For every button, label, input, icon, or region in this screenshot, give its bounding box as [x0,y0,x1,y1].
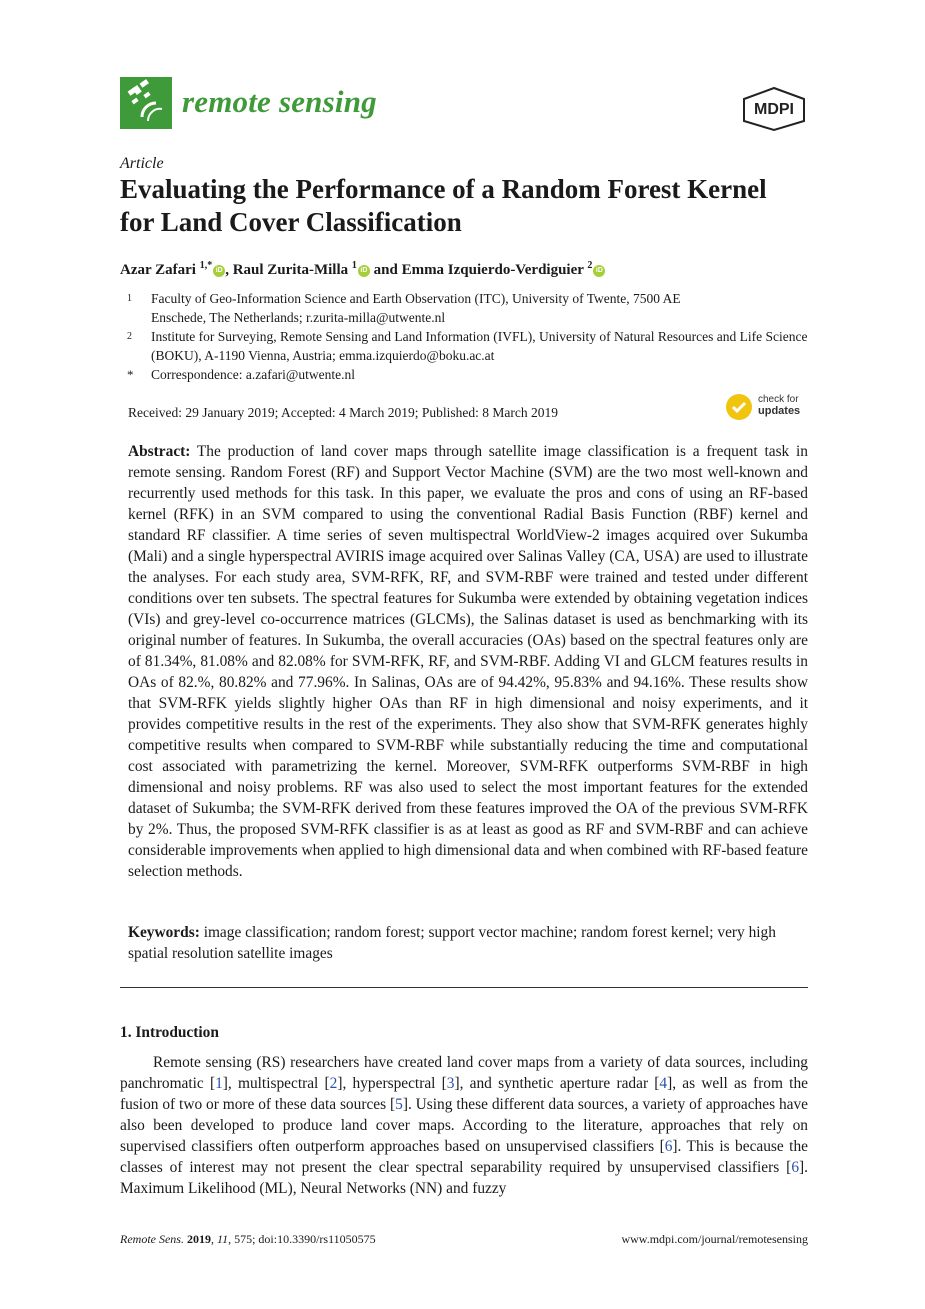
correspondence [127,365,817,384]
author-affiliation-mark: 2 [587,260,593,271]
check-for-label: check for [758,394,799,405]
abstract-text: The production of land cover maps through satellite image classification is a frequent task in remote sensing. Random Forest (RF) and Support Vector Machine (SVM) are the two most well-known and recurrently used methods for this task. In this paper, we evaluate the pros and cons of using an RF-based kernel (RFK) in an SVM compared to using the conventional Radial Basis Function (RBF) kernel and standard RF classifier. A time series of seven multispectral WorldView-2 images acquired over Sukumba (Mali) and a single hyperspectral AVIRIS image acquired over Salinas Valley (CA, USA) are used to illustrate the analyses. For each study area, SVM-RFK, RF, and SVM-RBF were trained and tested under different conditions over ten subsets. The spectral features for Sukumba were extended by obtaining vegetation indices (VIs) and grey-level co-occurrence matrices (GLCMs), the Salinas dataset is used as benchmarking with its original number of features. In Sukumba, the overall accuracies (OAs) based on the spectral features only are of 81.34%, 81.08% and 82.08% for SVM-RFK, RF, and SVM-RBF. Adding VI and GLCM features results in OAs of 82.%, 80.82% and 77.96%. In Salinas, OAs are of 94.42%, 95.83% and 94.16%. These results show that SVM-RFK yields slightly higher OAs than RF in high dimensional and noisy experiments, and it provides competitive results in the rest of the experiments. They also show that SVM-RFK generates highly competitive results when compared to SVM-RBF while substantially reducing the time and computational cost associated with parametrizing the kernel. Moreover, SVM-RFK outperforms SVM-RBF in high dimensional and noisy problems. RF was also used to select the most important features for the extended dataset of Sukumba; the SVM-RFK derived from these features improved the OA of the previous SVM-RFK by 2%. Thus, the proposed SVM-RFK classifier is as at least as good as RF and SVM-RBF and can achieve considerable improvements when applied to high dimensional data and when combined with RF-based feature selection methods. [128,443,808,880]
author-name: Azar Zafari [120,262,196,278]
author-affiliation-mark: 1,* [199,260,213,271]
check-for-updates-button[interactable] [726,393,808,423]
check-icon [726,394,752,420]
citation-link[interactable]: 6 [791,1159,800,1176]
paragraph-text: ]. This is because the classes of interest may not present the clear spectral separability required by unsupervised classifiers [ [120,1138,808,1176]
citation-link[interactable]: 5 [395,1096,403,1113]
keywords-label: Keywords: [128,924,200,941]
footer-doi: , 575; doi:10.3390/rs11050575 [228,1232,376,1246]
journal-name: remote sensing [182,84,377,119]
paragraph-text: Remote sensing (RS) researchers have created land cover maps from a variety of data sources, including panchromatic [ [120,1054,808,1092]
intro-paragraph [120,1052,808,1199]
affiliation [127,327,817,365]
paragraph-text: ]. Using these different data sources, a variety of approaches have also been developed to produce land cover maps. According to the literature, approaches that rely on supervised classifiers often outperform approaches based on unsupervised classifiers [ [120,1096,808,1155]
citation-link[interactable]: 1 [215,1075,223,1092]
author-name: Raul Zurita-Milla [232,262,349,278]
footer-volume: 11 [216,1232,229,1246]
affiliation-number: 1 [127,293,132,304]
author-list [120,260,605,279]
author-separator: and [369,262,402,278]
paragraph-text: ], hyperspectral [ [337,1075,447,1092]
article-type: Article [120,155,164,172]
publication-dates: Received: 29 January 2019; Accepted: 4 March 2019; Published: 8 March 2019 [128,405,559,420]
footer-url[interactable]: www.mdpi.com/journal/remotesensing [621,1232,808,1246]
affiliation-number: 2 [127,331,132,342]
orcid-icon[interactable]: iD [358,265,370,277]
keywords-text: image classification; random forest; support vector machine; random forest kernel; very high spatial resolution satellite images [128,924,776,962]
citation-link[interactable]: 3 [446,1075,455,1092]
paragraph-text: ], multispectral [ [222,1075,330,1092]
affiliation-text: Faculty of Geo-Information Science and Earth Observation (ITC), University of Twente, 7500 AE Enschede, The Netherlands; r.zurita-milla@utwente.nl [151,291,681,325]
mdpi-logo [741,86,807,132]
citation-link[interactable]: 4 [659,1075,668,1092]
paragraph-text: ]. Maximum Likelihood (ML), Neural Networks (NN) and fuzzy [120,1159,808,1197]
satellite-icon [120,77,172,129]
abstract [128,441,808,882]
footer-year: 2019 [186,1232,211,1246]
affiliation-number: * [127,367,134,382]
footer-journal: Remote Sens. [120,1232,184,1246]
affiliation [127,289,817,327]
footer-citation: Remote Sens. 2019, 11, 575; doi:10.3390/rs11050575 [120,1232,376,1246]
paragraph-text: ], and synthetic aperture radar [ [454,1075,660,1092]
author-separator: , [225,262,233,278]
correspondence-text: Correspondence: a.zafari@utwente.nl [151,367,355,382]
affiliation-text: Institute for Surveying, Remote Sensing and Land Information (IVFL), University of Natural Resources and Life Science (BOKU), A-1190 Vienna, Austria; emma.izquierdo@boku.ac.at [151,329,808,363]
citation-link[interactable]: 2 [329,1075,338,1092]
mdpi-logo-text: MDPI [754,101,794,118]
page-title: Evaluating the Performance of a Random Forest Kernel for Land Cover Classification [120,174,767,237]
paragraph-text: ], as well as from the fusion of two or more of these data sources [ [120,1075,808,1113]
orcid-icon[interactable]: iD [213,265,225,277]
abstract-label: Abstract: [128,443,191,460]
section-divider [120,987,808,988]
updates-label: updates [758,405,801,417]
keywords [128,922,808,964]
author-affiliation-mark: 1 [351,260,357,271]
citation-link[interactable]: 6 [664,1138,673,1155]
orcid-icon[interactable]: iD [593,265,605,277]
section-heading: 1. Introduction [120,1024,219,1041]
author-name: Emma Izquierdo-Verdiguier [401,262,584,278]
journal-logo [120,77,172,129]
